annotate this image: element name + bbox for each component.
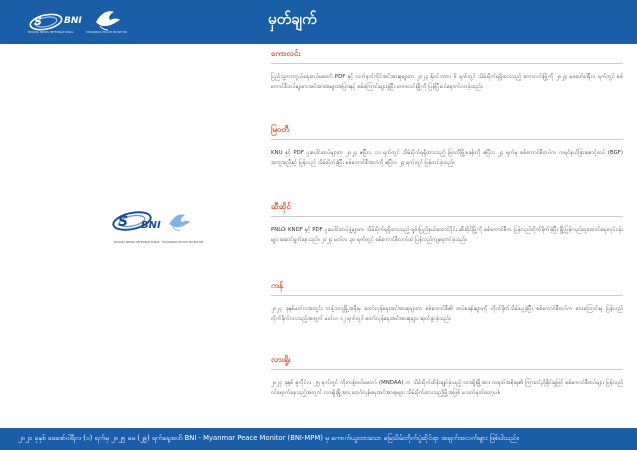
side-logo [110,206,210,246]
section-title: ကန် [271,281,283,290]
footer-text: ၂၀၂၁ ခုနှစ် ဖေဖော်ဝါရီလ (၁) ရက်မှ ၂၀၂၅ မေ (၂၉) ရက်နေ့အထိ BNI - Myanmar Peace Monitor (BNI-MPM) မှ ကောက်ယူထားသော မြေသိမ်းတိုက်ပွဲဆိုင်ရာ အချက်အလက်များ ဖြစ်ပါသည်။ [18,434,519,442]
header-logo [28,8,158,38]
section-body: ၂၀၂၄ ခုနှစ် ဇူလိုင်လ ၂၅ ရက်တွင် ကိုးကန့်တပ်မတော် (MNDAA) က သိမ်းပိုက်ထိန်းချုပ်ခဲ့သည့် လားရှိုးမြို့အား တရုတ်အစိုးရ၏ ကြားဝင်ညှိနှိုင်းမှုဖြင့် စစ်ကောင်စီတပ်များ ပြန်လည်ဝင်ရောက်နေသည့်အတွက် လားရှိုးမြို့အား တော်လှန်ရေးအင်အားစုများ သိမ်းပိုက်ထားသည့်မြို့အဖြစ် မသတ်မှတ်တော့ပါ။ [271,380,623,396]
notes-content [271,48,623,420]
header-bar [0,0,637,44]
logo-text: BNI [64,16,82,26]
section-divider [271,369,623,370]
section-myawaddy [271,124,623,168]
page-title: မှတ်ချက် [268,10,317,28]
monitor-subtitle: MYANMAR PEACE MONITOR [86,30,128,34]
section-title: ဆီဆိုင် [271,202,291,211]
section-lashio [271,354,623,398]
section-body: ပြည်သူ့ကာကွယ်ရေးတပ်မတော် PDF နှင့် လက်နက်ကိုင်အင်အားစုများက ၂၀၂၃ နိုဝင်ဘာလ ၆ ရက်တွင် သိမ်းပိုက်ရရှိထားသည့် ကောလင်းမြို့ကို ၂၀၂၄ ဖေဖော်ဝါရီလ ရက်တွင် စစ်ကောင်စီတပ်များကအင်အားအများအပြားနှင့် စစ်ကြောင်းများခွဲပြီး ကောလင်းမြို့ကို ပြန်ပြီးဝင်ရောက်လာခဲ့သည်။ [271,74,623,90]
section-divider [271,295,623,296]
dove-icon [166,210,192,234]
section-title: ကောလင်း [271,49,301,58]
section-title: မြဝတီ [271,125,290,134]
dove-icon [92,8,122,32]
svg-text:S: S [118,214,129,230]
section-title: လားရှိုး [271,355,291,364]
section-hsihseng [271,201,623,245]
section-divider [271,216,623,217]
logo-subtitle: BURMA NEWS INTERNATIONAL [28,30,74,34]
section-kan [271,280,623,324]
footer-bar [0,428,637,450]
svg-text:S: S [34,15,42,28]
section-divider [271,63,623,64]
section-body: KNU နှင့် PDF ပူးပေါင်းတပ်များက ၂၀၂၄ ဧပြီလ ၁၁ ရက်တွင် သိမ်းပိုက်ရရှိထားသည့် မြဝတီမြို့စခန်းကို ဧပြီလ ၂၄ ရက်မှ စစ်ကောင်စီတပ်က ကရင်နယ်ခြားစောင့်တပ် (BGF) အကူအညီနှင့် ပြန်လည် သိမ်းပိုက်ခဲ့ပြီး စစ်ကောင်စီအလံကို ဧပြီလ ၂၄ ရက်တွင် ပြန်တင်ခဲ့သည်။ [271,150,623,166]
monitor-subtitle: MYANMAR PEACE MONITOR [162,240,204,244]
section-divider [271,139,623,140]
logo-text: BNI [141,220,161,231]
section-kalay [271,48,623,92]
section-body: PNLO၊ KNDF နှင့် PDF ပူးပေါင်းတပ်ဖွဲ့များက သိမ်းပိုက်ရရှိထားသည့် ရှမ်းပြည်နယ်တောင်ပိုင်း ဆီဆိုင်မြို့ကို စစ်ကောင်စီက ပြန်လည်တိုက်ခိုက်ခဲ့ပြီး မြို့ပြန်လည်ထူထောင်ရေးလုပ်ငန်းများ ဆောင်ရွက်နေသည်။ ၂၀၂၄ မတ်လ ၃၀ ရက်တွင် စစ်ကောင်စီလက်ထဲ ပြန်လည်ကျရောက်ခဲ့သည်။ [271,227,623,243]
section-body: ၂၀၂၄ ခုနှစ်မတ်လအတွင်း ကန့်ဘလူမြို့အနီးမှ တော်လှန်ရေးအင်အားစုများက စစ်ကောင်စီ၏ တပ်စခန်းများကို တိုက်ခိုက်သိမ်းယူခဲ့ပြီး စစ်ကောင်စီတပ်က လေကြောင်းမှ ပြန်လည်တိုက်ခိုက်လာသည့်အတွက် မတ်လ ၁၂ ရက်တွင် တော်လှန်ရေးအင်အားစုများ ဆုတ်ခွာခဲ့သည်။ [271,306,623,322]
logo-subtitle: BURMA NEWS INTERNATIONAL [114,240,160,244]
